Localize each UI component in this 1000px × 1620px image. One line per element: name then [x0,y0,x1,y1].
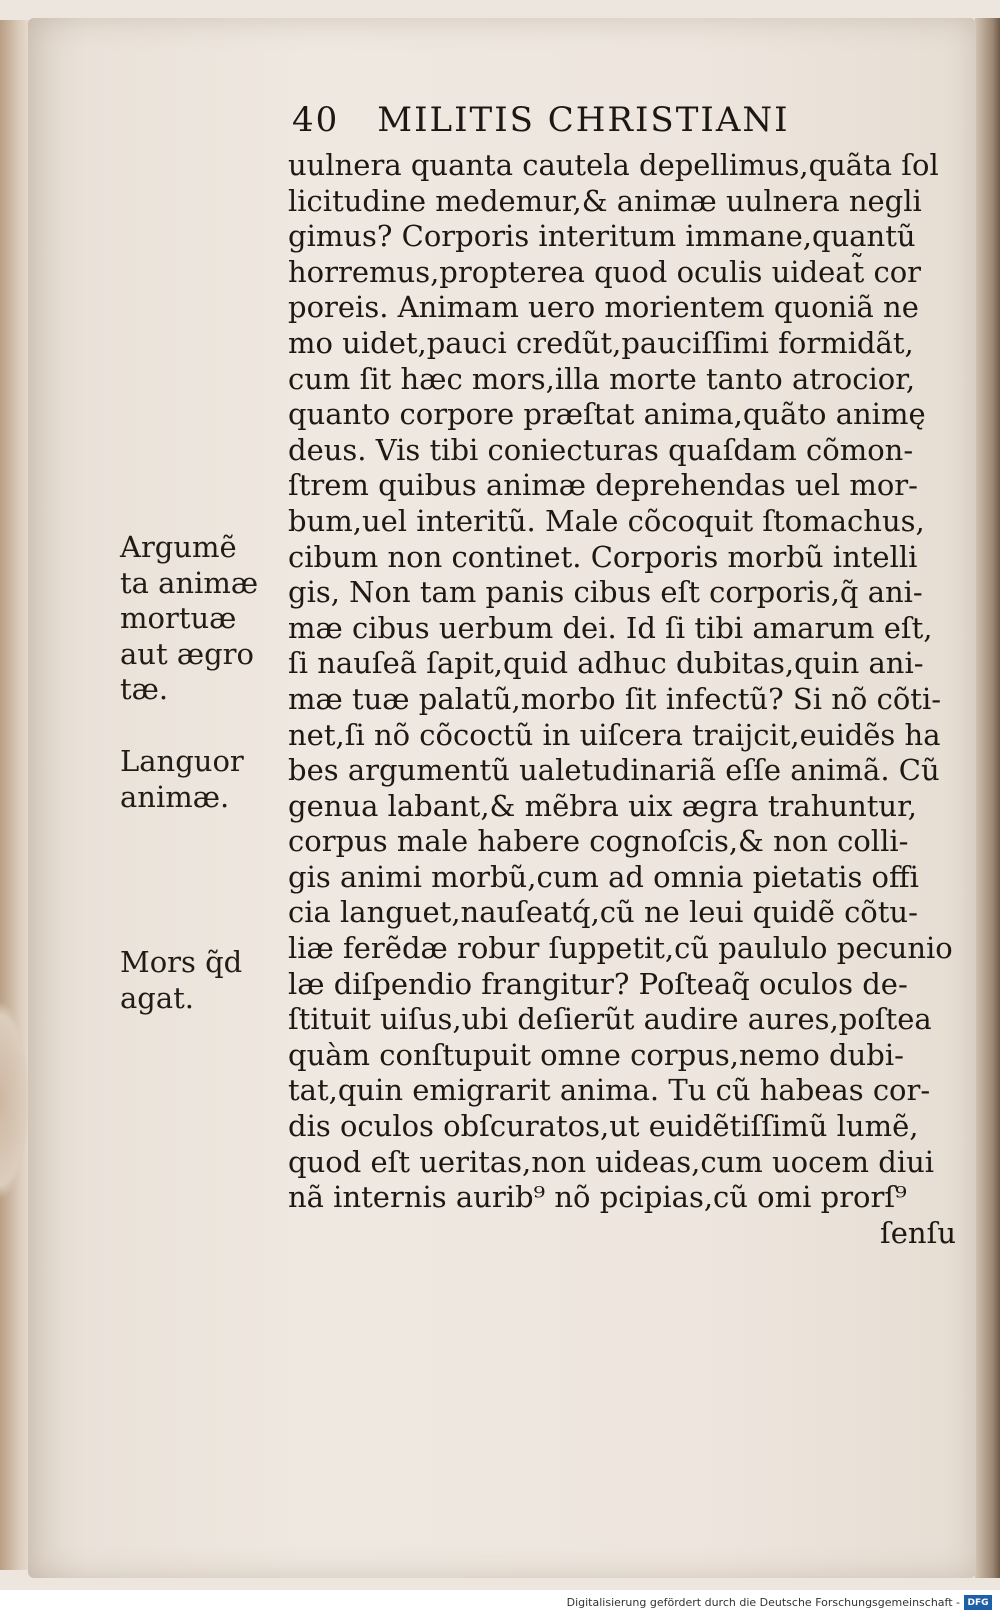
text-line [288,824,956,860]
marginal-note-line: Argumẽ [120,530,237,564]
text-line [288,433,956,469]
main-text-block [288,148,956,1251]
clasp-shadow [0,1000,30,1200]
text-line-content: ſtrem quibus animæ deprehendas uel mor- [288,468,918,503]
text-line [288,184,956,220]
text-line-content: corpus male habere cognoſcis,& non colli- [288,824,909,859]
text-line-content: deus. Vis tibi coniecturas quaſdam cõmon- [288,432,914,467]
text-line-content: bum,uel interitũ. Male cõcoquit ſtomachus, [288,503,925,538]
text-line [288,504,956,540]
marginal-note-line: tæ. [120,672,169,707]
text-line-content: nã internis aurib⁹ nõ pcipias,cũ omi prorſ⁹ [288,1180,907,1215]
text-line [288,397,956,433]
text-line-content: liæ ferẽdæ robur ſuppetit,cũ paululo pecunio [288,931,953,966]
marginal-note-languor [120,744,280,815]
text-line [288,611,956,647]
text-line-content: bes argumentũ ualetudinariã eſſe animã. Cũ [288,753,940,788]
text-line [288,789,956,825]
text-line [288,468,956,504]
dfg-logo: DFG [964,1595,992,1610]
text-line [288,931,956,967]
text-line [288,1038,956,1074]
text-line-content: genua labant,& mẽbra uix ægra trahuntur, [288,788,917,823]
catchword: ſenſu [880,1215,956,1250]
text-line [288,290,956,326]
text-line-content: ſtituit uiſus,ubi deſierũt audire aures,poſtea [288,1002,932,1037]
text-line [288,895,956,931]
text-line-content: horremus,propterea quod oculis uideat̃ cor [288,254,922,289]
text-line [288,219,956,255]
text-line [288,718,956,754]
text-line [288,1180,956,1216]
text-line-content: mo uidet,pauci credũt,pauciſſimi formidãt, [288,325,914,360]
text-line [288,753,956,789]
text-line-content: quod eſt ueritas,non uideas,cum uocem diui [288,1144,935,1179]
text-line-content: poreis. Animam uero morientem quoniã ne [288,290,919,325]
text-line [288,575,956,611]
page-number: 40 [292,100,340,140]
text-line-content: ſi nauſeã ſapit,quid adhuc dubitas,quin ani- [288,646,924,681]
marginal-note-line: animæ. [120,779,230,814]
catchword-line [288,1216,956,1252]
text-line [288,255,956,291]
binding-edge [0,20,30,1570]
text-line-content: net,ſi nõ cõcoctũ in uiſcera traijcit,euidẽs ha [288,717,941,752]
text-line-content: gimus? Corporis interitum immane,quantũ [288,219,916,254]
digitization-footer [0,1590,1000,1620]
text-line [288,967,956,1003]
marginal-note-line: aut ægro [120,636,254,671]
text-line-content: licitudine medemur,& animæ uulnera negli [288,183,922,218]
text-line [288,148,956,184]
text-line-content: quàm conſtupuit omne corpus,nemo dubi- [288,1037,904,1072]
text-line-content: uulnera quanta cautela depellimus,quãta ſol [288,148,939,182]
text-line [288,646,956,682]
text-line-content: cibum non continet. Corporis morbũ intelli [288,539,918,574]
text-line-content: dis oculos obſcuratos,ut euidẽtiſſimũ lumẽ, [288,1109,919,1144]
text-line-content: læ diſpendio frangitur? Poſteaq̃ oculos de- [288,966,908,1001]
text-line-content: mæ tuæ palatũ,morbo ſit infectũ? Si nõ cõti- [288,681,942,716]
marginal-note-line: Mors q̃d [120,945,243,979]
text-line [288,860,956,896]
running-header [292,100,912,150]
marginal-note-argumenta [120,530,280,708]
marginal-note-line: ta animæ [120,565,259,600]
text-line-content: mæ cibus uerbum dei. Id ſi tibi amarum eſt, [288,610,933,645]
text-line [288,1109,956,1145]
text-line [288,1073,956,1109]
text-line [288,682,956,718]
fore-edge [975,18,1000,1578]
marginal-note-line: mortuæ [120,601,237,636]
text-line-content: tat,quin emigrarit anima. Tu cũ habeas cor- [288,1073,931,1108]
running-head-title: MILITIS CHRISTIANI [377,100,790,140]
text-line [288,326,956,362]
footer-credit: Digitalisierung gefördert durch die Deutsche Forschungsgemeinschaft - [566,1596,960,1609]
text-line-content: cum ſit hæc mors,illa morte tanto atrocior, [288,361,916,396]
text-line [288,362,956,398]
text-line [288,1145,956,1181]
marginal-note-line: Languor [120,744,244,778]
text-line-content: gis animi morbũ,cum ad omnia pietatis offi [288,859,919,894]
text-line [288,540,956,576]
marginal-note-line: agat. [120,980,195,1015]
text-line-content: cia languet,nauſeatq́,cũ ne leui quidẽ cõtu- [288,895,918,930]
text-line [288,1002,956,1038]
text-line-content: gis, Non tam panis cibus eſt corporis,q̃ ani- [288,575,923,610]
marginal-note-mors [120,945,280,1016]
text-line-content: quanto corpore præſtat anima,quãto animę [288,397,926,432]
